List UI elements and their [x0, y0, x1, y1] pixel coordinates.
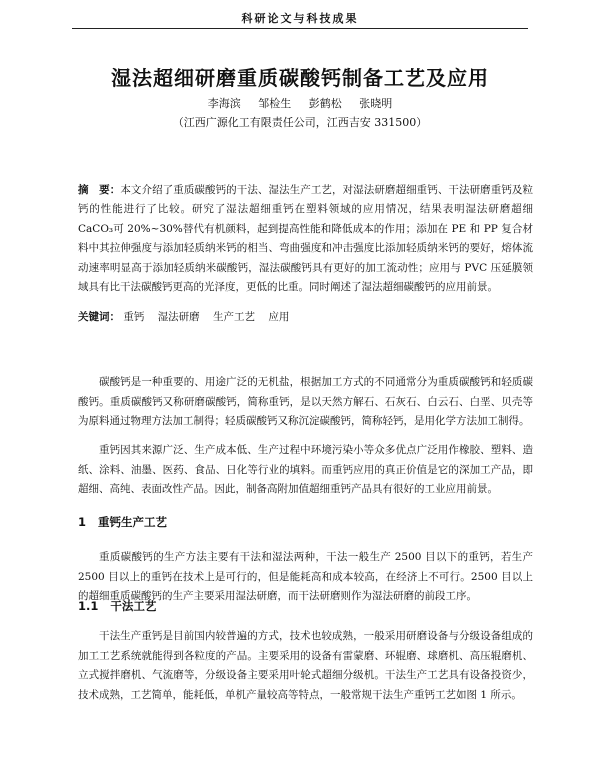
- author-list: [0, 95, 600, 111]
- section-title: 干法工艺: [110, 599, 157, 613]
- author-name: 张晓明: [359, 97, 393, 110]
- section-number: 1.1: [78, 599, 99, 613]
- body-paragraph: 碳酸钙是一种重要的、用途广泛的无机盐，根据加工方式的不同通常分为重质碳酸钙和轻质碳酸钙。重质碳酸钙又称研磨碳酸钙，简称重钙，是以天然方解石、石灰石、白云石、白垩、贝壳等为原料通过物理方法加工制得；轻质碳酸钙又称沉淀碳酸钙，简称轻钙，是用化学方法加工制得。: [78, 376, 533, 427]
- body-paragraph: 重钙因其来源广泛、生产成本低、生产过程中环境污染小等众多优点广泛用作橡胶、塑料、造纸、涂料、油墨、医药、食品、日化等行业的填料。而重钙应用的真正价值是它的深加工产品，即超细、高纯、表面改性产品。因此，制备高附加值超细重钙产品具有很好的工业应用前景。: [78, 444, 533, 495]
- affiliation: （江西广源化工有限责任公司，江西吉安 331500）: [172, 116, 428, 129]
- abstract-label: 摘 要：: [78, 184, 121, 196]
- body-paragraph: 重质碳酸钙的生产方法主要有干法和湿法两种，干法一般生产 2500 目以下的重钙，若生产 2500 目以上的重钙在技术上是可行的，但是能耗高和成本较高，在经济上不可行。2500 目以上的超细重质碳酸钙的生产主要采用湿法研磨，而干法研磨则作为湿法研磨的前段工序。: [78, 551, 533, 602]
- author-name: 彭鹤松: [308, 97, 342, 110]
- section-number: 1: [78, 515, 87, 529]
- keyword: 重钙: [123, 311, 145, 323]
- header-rule: [72, 28, 528, 29]
- body-paragraph: 干法生产重钙是目前国内较普遍的方式，技术也较成熟，一般采用研磨设备与分级设备组成的加工工艺系统就能得到各粒度的产品。主要采用的设备有雷蒙磨、环辊磨、球磨机、高压辊磨机、立式搅拌磨机、气流磨等，分级设备主要采用叶轮式超细分级机。干法生产工艺具有设备投资少，技术成熟，工艺简单，能耗低，单机产量较高等特点，一般常规干法生产重钙工艺如图 1 所示。: [78, 630, 533, 701]
- abstract: [78, 181, 533, 297]
- keyword: 应用: [268, 311, 290, 323]
- keyword: 湿法研磨: [157, 311, 200, 323]
- section-heading: [78, 514, 167, 530]
- paper-title: 湿法超细研磨重质碳酸钙制备工艺及应用: [111, 66, 489, 90]
- author-name: 李海滨: [207, 97, 241, 110]
- running-head: 科研论文与科技成果: [241, 12, 359, 25]
- section-title: 重钙生产工艺: [98, 515, 168, 529]
- keywords-label: 关键词：: [78, 311, 120, 323]
- abstract-text: 本文介绍了重质碳酸钙的干法、湿法生产工艺，对湿法研磨超细重钙、干法研磨重钙及粒钙的性能进行了比较。研究了湿法超细重钙在塑料领域的应用情况，结果表明湿法研磨超细 CaCO₃可 20%~30%替代有机颜料，起到提高性能和降低成本的作用；添加在 PE 和 PP 复合材料中其拉伸强度与添加轻质纳米钙的相当、弯曲强度和冲击强度比添加轻质纳米钙的要好，熔体流动速率明显高于添加轻质纳米碳酸钙，湿法碳酸钙具有更好的加工流动性；应用与 PVC 压延膜领域具有比干法碳酸钙更高的光泽度，更低的比重。同时阐述了湿法超细碳酸钙的应用前景。: [78, 184, 534, 294]
- author-name: 邹检生: [258, 97, 292, 110]
- subsection-heading: [78, 598, 156, 614]
- keywords: [78, 309, 533, 325]
- keyword: 生产工艺: [213, 311, 256, 323]
